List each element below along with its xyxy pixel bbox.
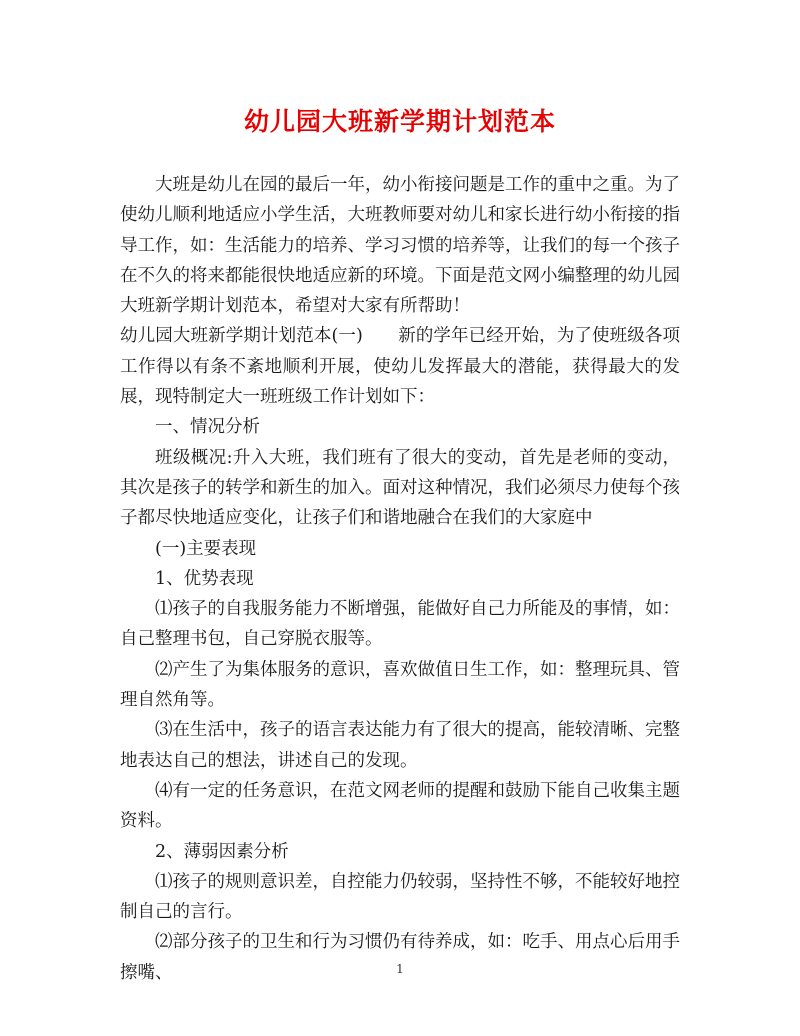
subheading-weakness: 2、薄弱因素分析	[155, 841, 289, 862]
weakness-item-1: ⑴孩子的规则意识差，自控能力仍较弱，坚持性不够，不能较好地控制自己的言行。	[120, 871, 680, 923]
subheading-advantages: 1、优势表现	[155, 568, 254, 589]
advantage-item-1: ⑴孩子的自我服务能力不断增强，能做好自己力所能及的事情，如：自己整理书包，自己穿脱衣服等。	[120, 599, 680, 650]
class-overview-paragraph: 班级概况:升入大班，我们班有了很大的变动，首先是老师的变动，其次是孩子的转学和新生的加入。面对这种情况，我们必须尽力使每个孩子都尽快地适应变化，让孩子们和谐地融合在我们的大家庭中	[120, 447, 680, 529]
section-intro-paragraph: 幼儿园大班新学期计划范本(一) 新的学年已经开始，为了使班级各项工作得以有条不紊地顺利开展，使幼儿发挥最大的潜能，获得最大的发展，现特制定大一班班级工作计划如下：	[120, 326, 680, 408]
document-title: 幼儿园大班新学期计划范本	[243, 107, 556, 136]
page-number: 1	[396, 962, 404, 976]
advantage-item-4: ⑷有一定的任务意识，在范文网老师的提醒和鼓励下能自己收集主题资料。	[120, 780, 680, 832]
subheading-main-performance: (一)主要表现	[155, 538, 257, 559]
document-body	[120, 170, 680, 988]
intro-paragraph: 大班是幼儿在园的最后一年，幼小衔接问题是工作的重中之重。为了使幼儿顺利地适应小学生活，大班教师要对幼儿和家长进行幼小衔接的指导工作，如：生活能力的培养、学习习惯的培养等，让我们的每一个孩子在不久的将来都能很快地适应新的环境。下面是范文网小编整理的幼儿园大班新学期计划范本，希望对大家有所帮助！	[120, 175, 680, 317]
weakness-item-2: ⑵部分孩子的卫生和行为习惯仍有待养成，如：吃手、用点心后用手擦嘴、	[120, 932, 680, 983]
advantage-item-3: ⑶在生活中，孩子的语言表达能力有了很大的提高，能较清晰、完整地表达自己的想法，讲述自己的发现。	[120, 720, 680, 771]
advantage-item-2: ⑵产生了为集体服务的意识，喜欢做值日生工作，如：整理玩具、管理自然角等。	[120, 659, 680, 711]
heading-situation-analysis: 一、情况分析	[155, 417, 260, 438]
